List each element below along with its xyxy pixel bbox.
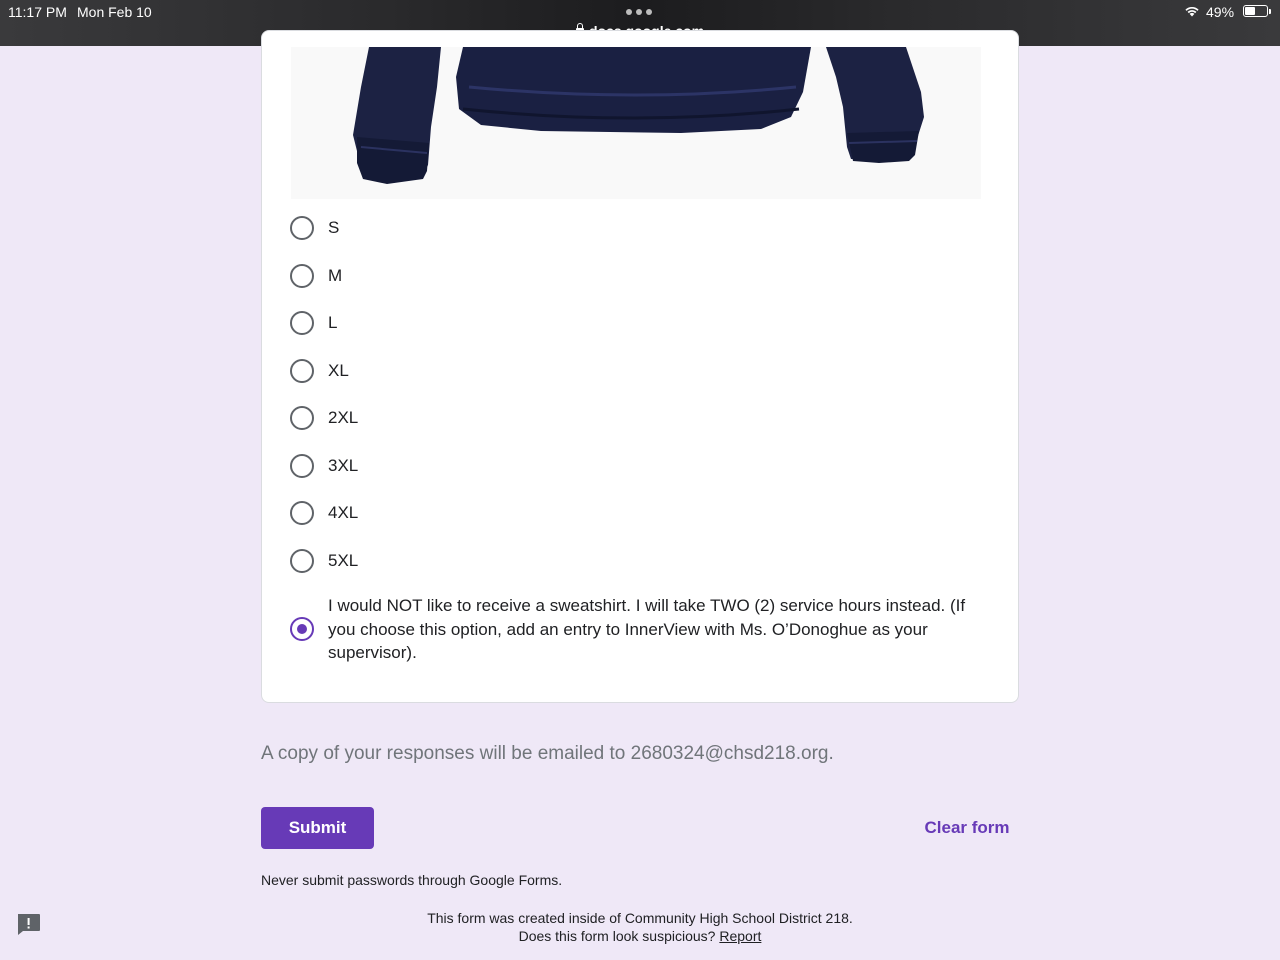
- radio-button[interactable]: [290, 216, 314, 240]
- option-m[interactable]: [290, 264, 342, 288]
- clear-form-button[interactable]: Clear form: [924, 818, 1010, 837]
- radio-button[interactable]: [290, 501, 314, 525]
- status-date: Mon Feb 10: [77, 4, 152, 20]
- option-l[interactable]: [290, 311, 337, 335]
- footer-created-line: This form was created inside of Community High School District 218.: [427, 910, 853, 926]
- copy-responses-note: A copy of your responses will be emailed to 2680324@chsd218.org.: [261, 743, 834, 764]
- option-2xl[interactable]: [290, 406, 358, 430]
- option-no-sweatshirt[interactable]: [290, 594, 988, 665]
- option-label: M: [328, 266, 343, 286]
- option-label: S: [328, 218, 340, 238]
- option-3xl[interactable]: [290, 454, 358, 478]
- radio-button[interactable]: [290, 359, 314, 383]
- radio-button[interactable]: [290, 264, 314, 288]
- radio-button-selected[interactable]: [290, 617, 314, 641]
- wifi-icon: [1184, 5, 1200, 17]
- status-time: 11:17 PM: [8, 4, 67, 20]
- option-label: XL: [328, 361, 349, 381]
- form-footer: [0, 909, 1280, 945]
- option-label: 5XL: [328, 551, 359, 571]
- radio-button[interactable]: [290, 454, 314, 478]
- more-dots-icon[interactable]: [626, 9, 652, 15]
- submit-button[interactable]: Submit: [261, 807, 374, 849]
- feedback-icon[interactable]: [16, 913, 41, 936]
- option-label: 2XL: [328, 408, 359, 428]
- password-warning: Never submit passwords through Google Forms.: [261, 872, 563, 888]
- battery-icon: [1243, 5, 1268, 17]
- footer-suspicious-text: Does this form look suspicious?: [518, 928, 716, 944]
- sweatshirt-image: [291, 47, 981, 199]
- radio-button[interactable]: [290, 549, 314, 573]
- radio-button[interactable]: [290, 311, 314, 335]
- footer-suspicious-line: [0, 927, 1280, 945]
- report-link[interactable]: Report: [719, 928, 762, 944]
- option-5xl[interactable]: [290, 549, 358, 573]
- option-s[interactable]: [290, 216, 339, 240]
- option-xl[interactable]: [290, 359, 349, 383]
- battery-percent: 49%: [1206, 4, 1235, 20]
- option-label: 4XL: [328, 503, 359, 523]
- sweatshirt-illustration: [291, 47, 981, 199]
- option-4xl[interactable]: [290, 501, 358, 525]
- radio-button[interactable]: [290, 406, 314, 430]
- question-card: [261, 30, 1019, 703]
- option-label: 3XL: [328, 456, 359, 476]
- option-label: L: [328, 313, 338, 333]
- option-label: I would NOT like to receive a sweatshirt. I will take TWO (2) service hours instead. (If you choose this option, add an entry to InnerView with Ms. O’Donoghue as your supervisor).: [328, 596, 966, 662]
